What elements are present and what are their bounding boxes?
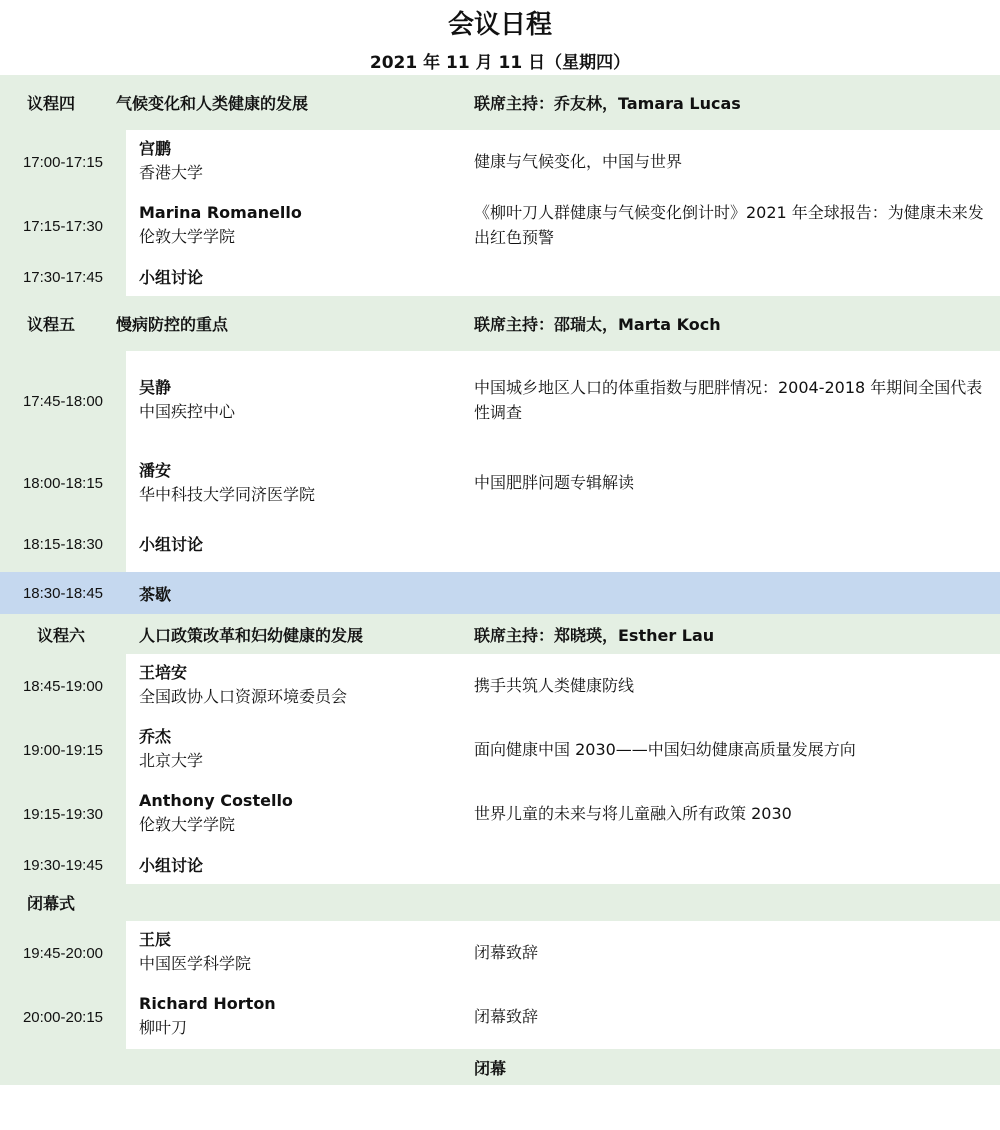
time-slot: 18:30-18:45 xyxy=(22,584,104,602)
time-slot: 17:30-17:45 xyxy=(0,258,126,296)
time-slot: 17:15-17:30 xyxy=(0,194,126,258)
talk-topic: 《柳叶刀人群健康与气候变化倒计时》2021 年全球报告：为健康未来发出红色预警 xyxy=(474,203,984,247)
speaker-block xyxy=(139,782,293,844)
speaker-block xyxy=(139,194,302,256)
time-slot: 18:15-18:30 xyxy=(0,516,126,572)
schedule-row xyxy=(0,718,1000,782)
session-label: 议程四 xyxy=(27,94,76,113)
speaker-name: 吴静 xyxy=(139,378,172,397)
talk-topic: 携手共筑人类健康防线 xyxy=(474,675,635,695)
speaker-affiliation: 北京大学 xyxy=(139,751,204,770)
discussion-label: 小组讨论 xyxy=(139,855,204,875)
speaker-affiliation: 香港大学 xyxy=(139,163,204,182)
talk-topic: 中国肥胖问题专辑解读 xyxy=(474,473,635,492)
discussion-row xyxy=(0,846,1000,884)
page-title: 会议日程 xyxy=(447,10,552,40)
speaker-affiliation: 柳叶刀 xyxy=(139,1018,188,1037)
schedule-cell xyxy=(128,654,1000,716)
time-slot: 19:45-20:00 xyxy=(0,921,126,985)
session-chairs: 联席主持：邵瑞太，Marta Koch xyxy=(474,315,721,334)
schedule-cell xyxy=(128,846,1000,882)
talk-topic: 闭幕致辞 xyxy=(474,942,539,962)
closing-label: 闭幕式 xyxy=(27,894,76,913)
schedule-row xyxy=(0,130,1000,194)
session-5-header xyxy=(0,296,1000,351)
discussion-row xyxy=(0,258,1000,296)
schedule-row xyxy=(0,194,1000,258)
time-slot: 19:15-19:30 xyxy=(0,782,126,846)
speaker-affiliation: 全国政协人口资源环境委员会 xyxy=(139,687,348,706)
session-title: 慢病防控的重点 xyxy=(116,315,229,334)
speaker-block xyxy=(139,985,276,1047)
discussion-label: 小组讨论 xyxy=(139,534,204,554)
time-slot: 17:45-18:00 xyxy=(0,351,126,451)
talk-topic: 闭幕致辞 xyxy=(474,1006,539,1026)
speaker-block xyxy=(139,451,315,514)
tea-break-row xyxy=(0,572,1000,614)
schedule-cell xyxy=(128,130,1000,192)
closing-end-label: 闭幕 xyxy=(474,1058,507,1078)
session-title: 气候变化和人类健康的发展 xyxy=(116,94,309,113)
talk-topic: 中国城乡地区人口的体重指数与肥胖情况：2004-2018 年期间全国代表性调查 xyxy=(474,378,983,422)
time-slot: 18:45-19:00 xyxy=(0,654,126,718)
speaker-name: 宫鹏 xyxy=(139,139,172,158)
speaker-affiliation: 伦敦大学学院 xyxy=(139,815,236,834)
speaker-affiliation: 华中科技大学同济医学院 xyxy=(139,484,316,504)
schedule-cell xyxy=(128,351,1000,449)
schedule-cell xyxy=(128,194,1000,256)
schedule-row xyxy=(0,921,1000,985)
talk-topic: 面向健康中国 2030——中国妇幼健康高质量发展方向 xyxy=(474,739,856,759)
session-6-header xyxy=(0,614,1000,654)
schedule-row xyxy=(0,351,1000,451)
tea-break-label: 茶歇 xyxy=(139,584,172,604)
discussion-label: 小组讨论 xyxy=(139,267,204,287)
schedule-row xyxy=(0,451,1000,516)
speaker-block xyxy=(139,921,251,983)
time-slot: 19:30-19:45 xyxy=(0,846,126,884)
speaker-affiliation: 伦敦大学学院 xyxy=(139,227,236,246)
speaker-name: 潘安 xyxy=(139,460,172,480)
page-date: 2021 年 11 月 11 日（星期四） xyxy=(369,53,631,73)
speaker-block xyxy=(139,351,235,449)
speaker-name: Anthony Costello xyxy=(139,791,293,810)
schedule-cell xyxy=(128,451,1000,514)
speaker-affiliation: 中国医学科学院 xyxy=(139,954,252,973)
schedule-cell xyxy=(128,516,1000,570)
closing-header xyxy=(0,884,1000,921)
speaker-name: Marina Romanello xyxy=(139,203,302,222)
session-chairs: 联席主持：乔友林，Tamara Lucas xyxy=(474,94,741,113)
speaker-block xyxy=(139,130,203,192)
speaker-block xyxy=(139,654,347,716)
schedule-cell xyxy=(128,985,1000,1047)
speaker-name: 王辰 xyxy=(139,930,172,949)
speaker-name: 王培安 xyxy=(139,663,188,682)
session-label: 议程五 xyxy=(27,315,76,334)
schedule-row xyxy=(0,782,1000,846)
time-slot: 19:00-19:15 xyxy=(0,718,126,782)
speaker-affiliation: 中国疾控中心 xyxy=(139,402,236,421)
speaker-name: 乔杰 xyxy=(139,727,172,746)
session-chairs: 联席主持：郑晓瑛，Esther Lau xyxy=(474,625,715,645)
schedule-cell xyxy=(128,258,1000,294)
schedule-row xyxy=(0,985,1000,1049)
session-4-header xyxy=(0,75,1000,130)
talk-topic: 健康与气候变化，中国与世界 xyxy=(474,151,683,171)
closing-end-row xyxy=(0,1049,1000,1085)
talk-topic: 世界儿童的未来与将儿童融入所有政策 2030 xyxy=(474,803,792,823)
schedule-cell xyxy=(128,921,1000,983)
time-slot: 18:00-18:15 xyxy=(0,451,126,516)
time-slot: 20:00-20:15 xyxy=(0,985,126,1049)
discussion-row xyxy=(0,516,1000,572)
speaker-name: Richard Horton xyxy=(139,994,276,1013)
schedule-row xyxy=(0,654,1000,718)
schedule-cell xyxy=(128,718,1000,780)
session-label: 议程六 xyxy=(37,625,86,645)
speaker-block xyxy=(139,718,203,780)
schedule-cell xyxy=(128,782,1000,844)
time-slot: 17:00-17:15 xyxy=(0,130,126,194)
session-title: 人口政策改革和妇幼健康的发展 xyxy=(139,625,364,645)
